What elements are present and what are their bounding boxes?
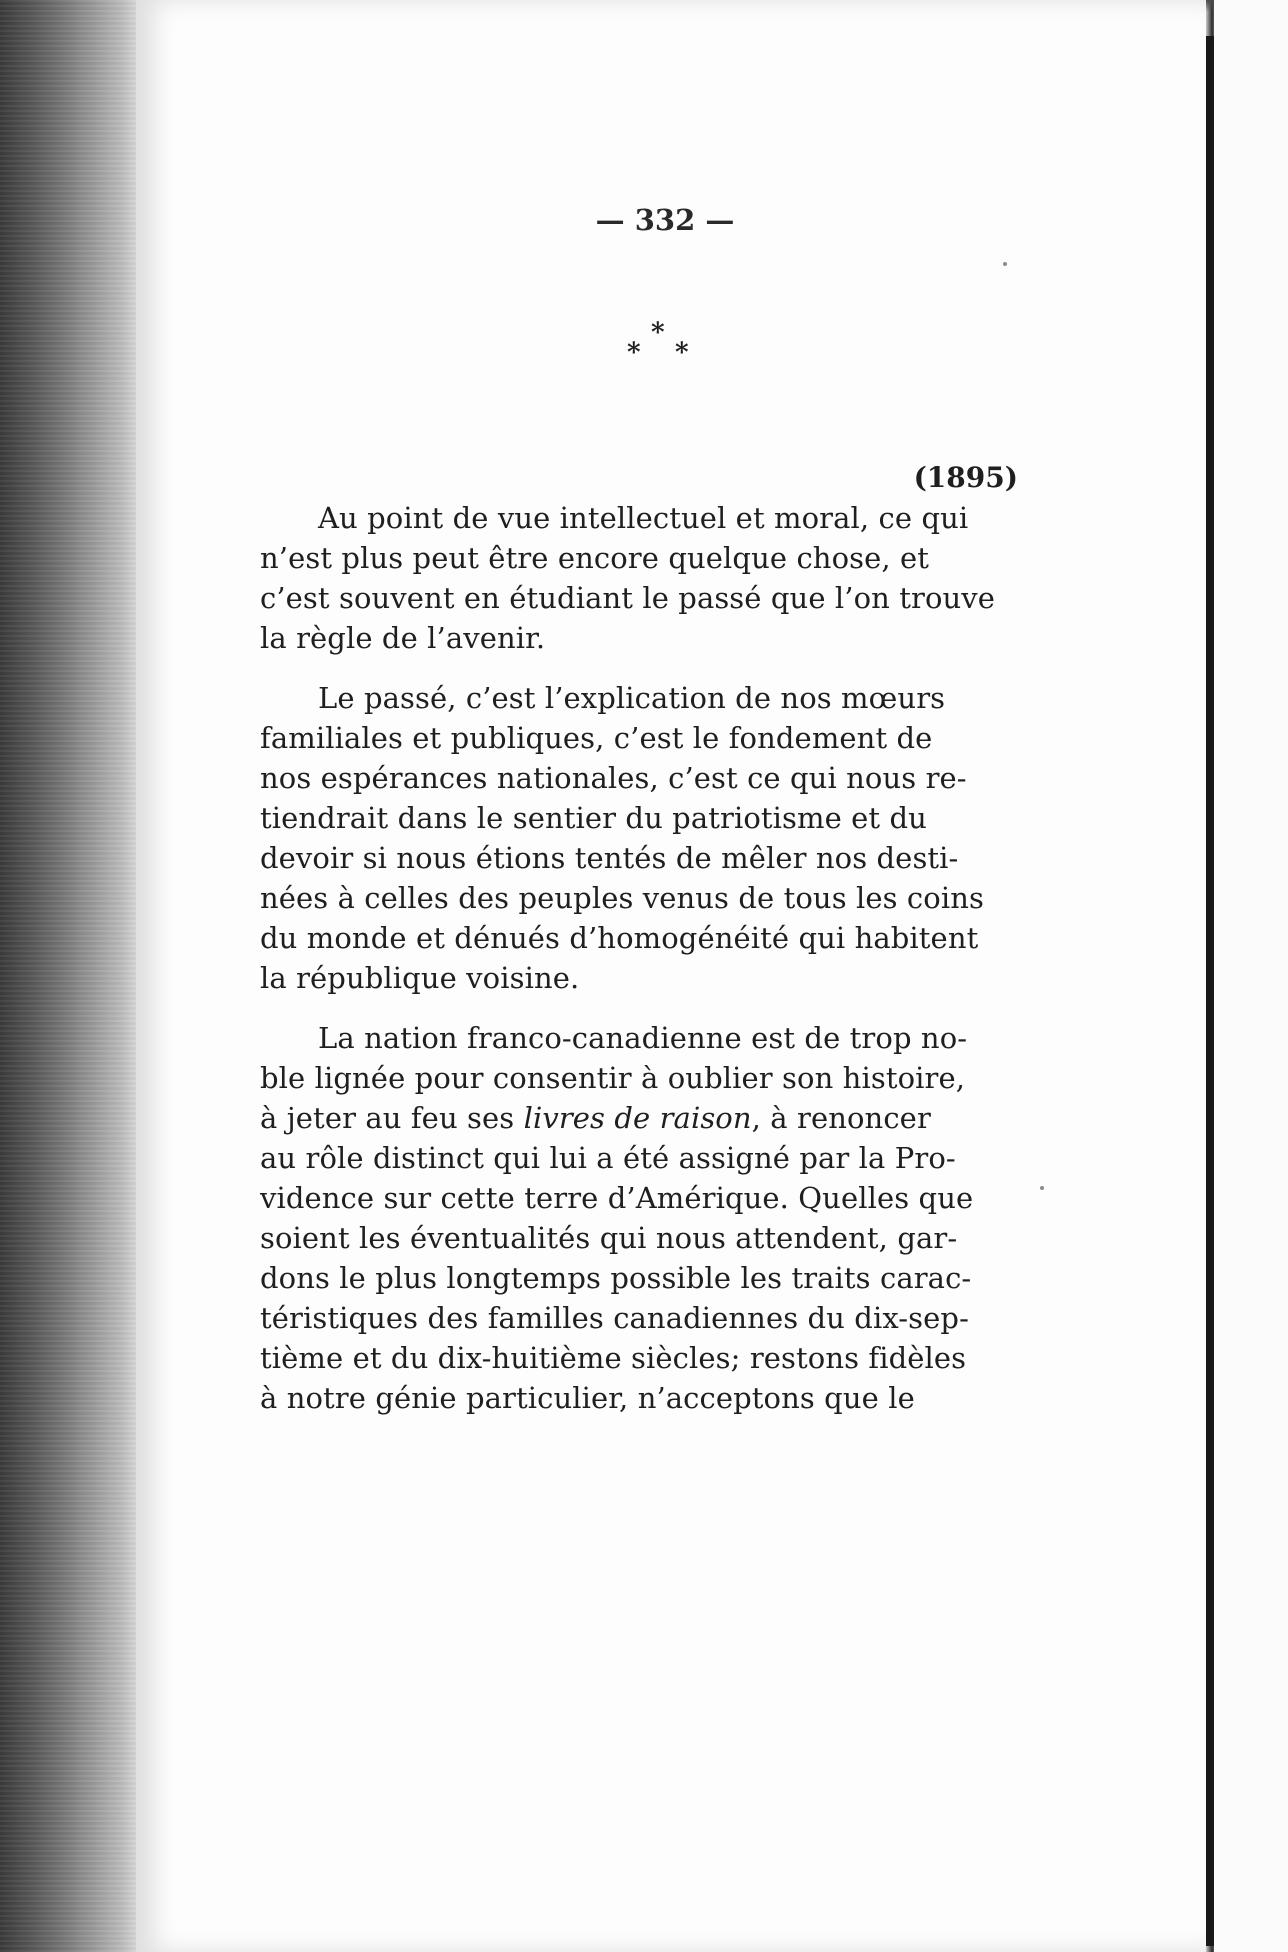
- text-line: c’est souvent en étudiant le passé que l’on trouve: [260, 581, 996, 615]
- adjacent-page-edge: [1214, 0, 1288, 1952]
- text-line: tième et du dix-huitième siècles; restons fidèles: [260, 1341, 967, 1375]
- text-line: à jeter au feu ses livres de raison, à renoncer: [260, 1101, 931, 1135]
- section-year: (1895): [913, 461, 1018, 494]
- text-line: nos espérances nationales, c’est ce qui nous re-: [260, 761, 967, 795]
- text-line: la règle de l’avenir.: [260, 621, 546, 655]
- text-line: vidence sur cette terre d’Amérique. Quelles que: [260, 1181, 974, 1215]
- text-line: la république voisine.: [260, 961, 580, 995]
- text-line: du monde et dénués d’homogénéité qui habitent: [260, 921, 979, 955]
- text-line: soient les éventualités qui nous attendent, gar-: [260, 1221, 958, 1255]
- text-line: au rôle distinct qui lui a été assigné par la Pro-: [260, 1141, 956, 1175]
- text-line: n’est plus peut être encore quelque chose, et: [260, 541, 930, 575]
- text-line: dons le plus longtemps possible les traits carac-: [260, 1261, 972, 1295]
- text-line: Au point de vue intellectuel et moral, ce qui: [318, 501, 969, 535]
- book-spine-edge: [0, 0, 136, 1952]
- text-line: familiales et publiques, c’est le fondement de: [260, 721, 933, 755]
- ornament-star-left: *: [627, 338, 641, 368]
- scan-speck: [1040, 1186, 1044, 1190]
- page-gutter-stripe: [1206, 36, 1214, 1946]
- ornament-star-top: *: [651, 318, 665, 348]
- text-line: nées à celles des peuples venus de tous les coins: [260, 881, 984, 915]
- ornament-star-right: *: [675, 338, 689, 368]
- italic-phrase: livres de raison: [523, 1101, 752, 1135]
- text-line: ble lignée pour consentir à oublier son histoire,: [260, 1061, 966, 1095]
- page-number: — 332 —: [595, 203, 735, 237]
- text-line: tiendrait dans le sentier du patriotisme et du: [260, 801, 927, 835]
- text-line: devoir si nous étions tentés de mêler nos desti-: [260, 841, 959, 875]
- text-line: à notre génie particulier, n’acceptons que le: [260, 1381, 915, 1415]
- scan-speck: [1003, 262, 1007, 266]
- text-line: La nation franco-canadienne est de trop no-: [318, 1021, 968, 1055]
- text-line: Le passé, c’est l’explication de nos mœurs: [318, 681, 946, 715]
- text-line: téristiques des familles canadiennes du dix-sep-: [260, 1301, 969, 1335]
- section-ornament: [623, 320, 695, 374]
